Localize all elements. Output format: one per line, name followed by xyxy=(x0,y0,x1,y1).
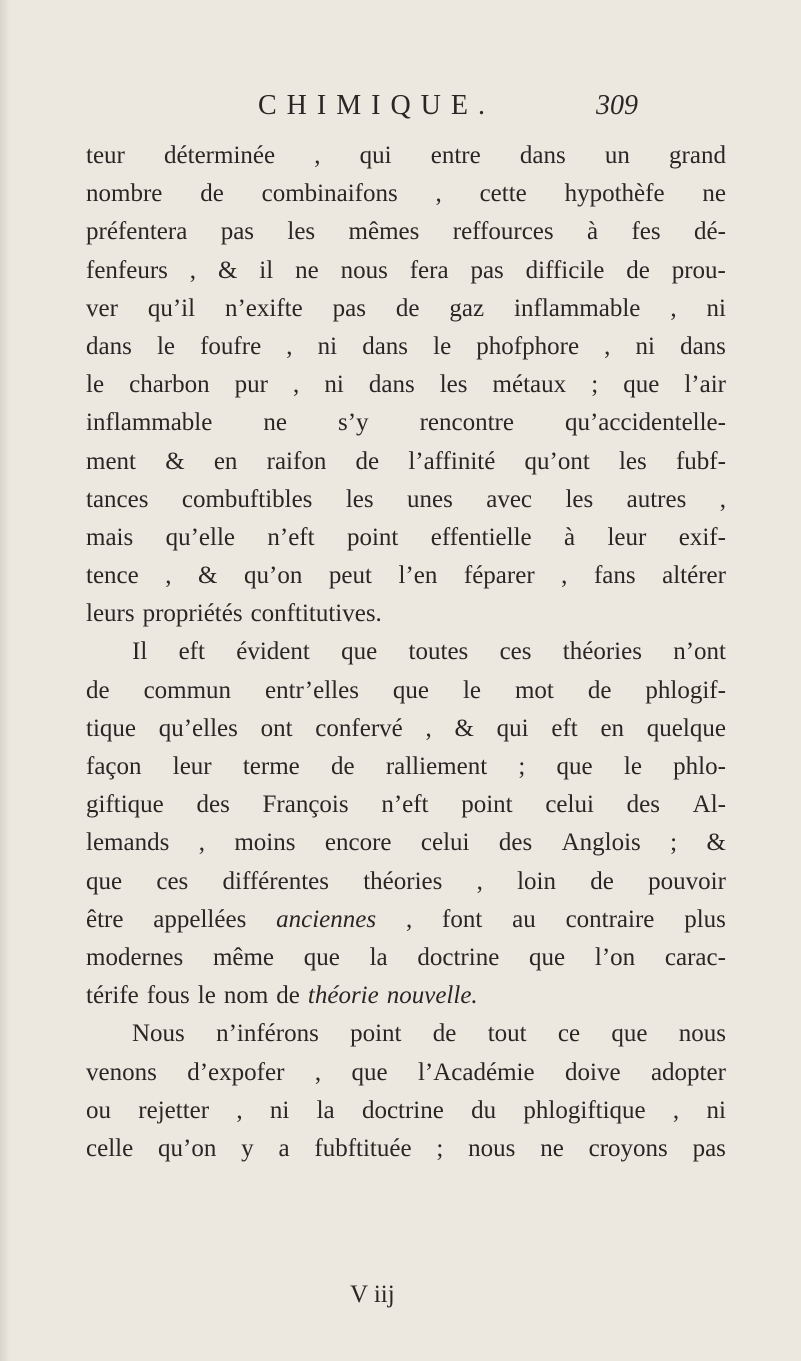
word: l’air xyxy=(684,371,726,399)
word: giftique xyxy=(86,791,164,819)
word: celui xyxy=(545,791,594,819)
word: mêmes xyxy=(348,218,420,246)
word: , xyxy=(236,1096,243,1124)
word: ; xyxy=(518,753,526,780)
word: nous xyxy=(678,1020,726,1048)
word: n’eft xyxy=(381,791,429,819)
word: leurs xyxy=(86,600,135,628)
word: encore xyxy=(324,829,392,857)
word: évident xyxy=(236,638,310,666)
text-line xyxy=(86,252,726,290)
word: que xyxy=(392,676,430,704)
word: que xyxy=(529,943,566,971)
text-line xyxy=(86,824,726,862)
word: pas xyxy=(692,1134,726,1162)
text-line xyxy=(86,557,726,595)
word: celui xyxy=(420,829,470,857)
word: lemands xyxy=(86,829,170,857)
word: contraire xyxy=(565,905,655,933)
word: qui xyxy=(359,142,392,169)
word: la xyxy=(369,943,388,971)
word: tique xyxy=(86,714,136,742)
word: , xyxy=(604,332,611,360)
word: les xyxy=(345,485,374,513)
word: leur xyxy=(607,523,647,551)
word: , xyxy=(425,714,432,742)
word: & xyxy=(217,256,238,284)
text-line xyxy=(86,863,726,901)
word: combinaifons xyxy=(261,180,398,208)
word: déterminée xyxy=(164,142,276,169)
word: phofphore xyxy=(476,332,580,360)
word: rejetter xyxy=(138,1096,210,1124)
word: charbon xyxy=(129,371,210,399)
word: mais xyxy=(86,523,134,551)
word: avec xyxy=(486,485,533,513)
word: nous xyxy=(468,1134,516,1162)
word: eft xyxy=(551,714,578,742)
word: Anglois xyxy=(561,829,641,857)
word: des xyxy=(196,791,230,819)
word: les xyxy=(618,447,647,475)
word: le xyxy=(462,676,482,704)
body-text xyxy=(86,137,726,1168)
word: les xyxy=(439,371,468,399)
word: qu’ont xyxy=(524,447,590,475)
word: pas xyxy=(220,218,255,246)
word: pur xyxy=(234,371,268,399)
word: ce xyxy=(557,1020,581,1048)
text-line xyxy=(86,366,726,404)
word: fenfeurs xyxy=(86,256,168,284)
word: ont xyxy=(260,714,293,742)
text-line xyxy=(86,1130,726,1168)
word: nombre xyxy=(86,180,163,208)
word: qu’il xyxy=(147,294,196,322)
word: de xyxy=(355,447,380,475)
word: que xyxy=(86,867,123,895)
running-head xyxy=(0,90,801,130)
word: de xyxy=(200,180,224,208)
word: ou xyxy=(86,1096,111,1124)
word: , xyxy=(189,256,197,284)
word: adopter xyxy=(650,1058,726,1086)
word: de xyxy=(276,982,300,1010)
word: tances xyxy=(86,485,149,513)
word: l’Académie xyxy=(417,1058,535,1086)
word: dans xyxy=(362,332,409,360)
text-line xyxy=(86,213,726,251)
word: fera xyxy=(409,256,449,284)
word: , xyxy=(198,829,205,857)
word: le xyxy=(197,982,216,1010)
word: ment xyxy=(86,447,136,475)
word: un xyxy=(604,142,630,169)
word: de xyxy=(86,676,110,704)
word: métaux xyxy=(492,371,567,399)
word: phlo- xyxy=(673,753,726,780)
word: doctrine xyxy=(417,943,500,971)
word: qu’elles xyxy=(158,714,238,742)
text-line xyxy=(86,404,726,442)
word: tout xyxy=(487,1020,527,1048)
word: nom xyxy=(223,982,269,1010)
text-line xyxy=(86,786,726,824)
word: rencontre xyxy=(419,409,514,437)
word: fous xyxy=(146,982,190,1010)
word: propriétés xyxy=(142,600,243,628)
word: que xyxy=(611,1020,648,1048)
word: des xyxy=(626,791,660,819)
word: point xyxy=(346,523,399,551)
word: plus xyxy=(684,905,726,933)
word: entr’elles xyxy=(265,676,359,704)
page-edge xyxy=(0,0,10,1361)
word: ni xyxy=(317,332,338,360)
word: combuftibles xyxy=(181,485,313,513)
word: de xyxy=(432,1020,457,1048)
word: ni xyxy=(635,332,655,360)
word: être xyxy=(86,905,124,933)
word: que xyxy=(556,753,593,780)
word: toutes xyxy=(408,638,469,666)
word: terme xyxy=(242,753,300,780)
word: les xyxy=(565,485,594,513)
text-line xyxy=(86,939,726,977)
word: théories xyxy=(562,638,642,666)
word: loin xyxy=(517,867,557,895)
word: d’expofer xyxy=(187,1058,285,1086)
word: , xyxy=(286,332,293,360)
word: le xyxy=(623,753,642,780)
text-line xyxy=(86,175,726,213)
word: , xyxy=(293,371,300,399)
word: même xyxy=(212,943,275,971)
word: façon xyxy=(86,753,142,780)
word: dans xyxy=(368,371,415,399)
page-number: 309 xyxy=(596,90,638,121)
word: exif- xyxy=(678,523,726,551)
word: gaz xyxy=(449,294,485,322)
word: en xyxy=(600,714,625,742)
word: teur xyxy=(86,142,125,169)
word: fes xyxy=(631,218,661,246)
word: entre xyxy=(430,142,481,169)
word: Nous xyxy=(132,1020,185,1048)
word: fubf- xyxy=(675,447,726,475)
word: autres xyxy=(626,485,687,513)
word: qu’on xyxy=(158,1134,217,1162)
word: la xyxy=(316,1096,335,1124)
word: effentielle xyxy=(430,523,532,551)
word: grand xyxy=(669,142,726,169)
text-line xyxy=(86,1092,726,1130)
text-line xyxy=(86,977,726,1015)
word: dans xyxy=(86,332,132,360)
word: anciennes xyxy=(276,905,377,933)
word: le xyxy=(156,332,175,360)
word: de xyxy=(626,256,650,284)
word: de xyxy=(590,867,614,895)
word: ni xyxy=(269,1096,290,1124)
word: ralliement xyxy=(385,753,488,780)
word: & xyxy=(454,714,474,742)
word: de xyxy=(330,753,355,780)
word: reffources xyxy=(452,218,554,246)
text-line xyxy=(86,519,726,557)
word: ; xyxy=(670,829,678,857)
text-line xyxy=(86,633,726,671)
text-line xyxy=(86,710,726,748)
word: des xyxy=(498,829,533,857)
word: eft xyxy=(178,638,205,666)
word: foufre xyxy=(200,332,262,360)
word: & xyxy=(165,447,185,475)
word: au xyxy=(512,905,536,933)
word: n’inférons xyxy=(216,1020,319,1048)
word: commun xyxy=(143,676,232,704)
word: pas xyxy=(332,294,366,322)
word: du xyxy=(471,1096,497,1124)
word: venons xyxy=(86,1058,157,1086)
word: nous xyxy=(340,256,388,284)
word: font xyxy=(442,905,483,933)
word: & xyxy=(198,562,218,590)
word: qu’on xyxy=(244,562,303,590)
word: phlogif- xyxy=(645,676,726,704)
word: Al- xyxy=(692,791,726,819)
word: ver xyxy=(86,294,118,322)
word: , xyxy=(435,180,442,208)
word: il xyxy=(259,256,274,284)
word: , xyxy=(405,905,413,933)
word: l’on xyxy=(594,943,636,971)
word: préfentera xyxy=(86,218,188,246)
word: n’ont xyxy=(673,638,726,666)
word: unes xyxy=(407,485,453,513)
word: point xyxy=(461,791,513,819)
word: dé- xyxy=(694,218,726,246)
word: en xyxy=(213,447,238,475)
word: difficile xyxy=(525,256,605,284)
word: inflammable xyxy=(86,409,213,437)
word: qui xyxy=(496,714,529,742)
word: différentes xyxy=(222,867,329,895)
word: ne xyxy=(702,180,726,208)
word: carac- xyxy=(664,943,726,971)
word: , xyxy=(719,485,726,513)
word: , xyxy=(165,562,172,590)
word: que xyxy=(351,1058,388,1086)
text-line xyxy=(86,1054,726,1092)
word: que xyxy=(623,371,660,399)
word: Il xyxy=(132,638,148,666)
word: fubftituée xyxy=(314,1134,412,1162)
word: raifon xyxy=(266,447,327,475)
word: François xyxy=(262,791,349,819)
word: ; xyxy=(591,371,599,399)
word: nouvelle. xyxy=(386,982,478,1010)
word: , xyxy=(670,294,677,322)
running-title: CHIMIQUE. xyxy=(258,90,495,121)
word: ne xyxy=(540,1134,564,1162)
word: théorie xyxy=(307,982,379,1010)
word: inflammable xyxy=(514,294,641,322)
word: phlogiftique xyxy=(523,1096,646,1124)
word: appellées xyxy=(153,905,247,933)
word: tence xyxy=(86,562,139,590)
word: , xyxy=(314,142,321,169)
word: n’eft xyxy=(267,523,315,551)
word: que xyxy=(303,943,340,971)
word: pouvoir xyxy=(648,867,726,895)
word: doctrine xyxy=(361,1096,444,1124)
text-line xyxy=(86,290,726,328)
word: peut xyxy=(328,562,372,590)
word: ni xyxy=(324,371,344,399)
signature-mark: V iij xyxy=(350,1281,395,1308)
word: ne xyxy=(263,409,287,437)
word: , xyxy=(561,562,568,590)
word: que xyxy=(341,638,378,666)
word: ; xyxy=(436,1134,444,1162)
word: doive xyxy=(565,1058,621,1086)
word: féparer xyxy=(463,562,535,590)
text-line xyxy=(86,672,726,710)
word: moins xyxy=(234,829,296,857)
word: n’exifte xyxy=(224,294,303,322)
word: conftitutives. xyxy=(250,600,382,628)
word: prou- xyxy=(671,256,726,284)
word: l’affinité xyxy=(408,447,496,475)
word: altérer xyxy=(662,562,726,590)
word: dans xyxy=(519,142,566,169)
word: de xyxy=(395,294,420,322)
word: fans xyxy=(593,562,636,590)
word: s’y xyxy=(337,409,369,437)
word: croyons xyxy=(588,1134,668,1162)
text-line xyxy=(86,901,726,939)
text-line xyxy=(86,481,726,519)
word: ni xyxy=(706,294,726,322)
word: l’en xyxy=(398,562,438,590)
word: qu’elle xyxy=(165,523,236,551)
word: ces xyxy=(156,867,189,895)
word: quelque xyxy=(646,714,726,742)
word: ni xyxy=(706,1096,726,1124)
text-line xyxy=(86,137,726,175)
word: qu’accidentelle- xyxy=(564,409,726,437)
word: , xyxy=(476,867,483,895)
word: modernes xyxy=(86,943,184,971)
word: térife xyxy=(86,982,139,1010)
word: point xyxy=(350,1020,402,1048)
word: celle xyxy=(86,1134,134,1162)
word: de xyxy=(587,676,612,704)
word: confervé xyxy=(315,714,403,742)
word: a xyxy=(278,1134,290,1162)
word: à xyxy=(564,523,576,551)
word: y xyxy=(241,1134,254,1162)
word: pas xyxy=(470,256,504,284)
word: hypothèfe xyxy=(564,180,665,208)
text-line xyxy=(86,595,726,633)
word: théories xyxy=(363,867,443,895)
word: le xyxy=(86,371,105,399)
word: ces xyxy=(499,638,532,666)
text-line xyxy=(86,443,726,481)
word: leur xyxy=(172,753,212,780)
word: à xyxy=(587,218,599,246)
word: les xyxy=(287,218,316,246)
text-line xyxy=(86,328,726,366)
word: le xyxy=(433,332,452,360)
word: , xyxy=(314,1058,322,1086)
word: mot xyxy=(514,676,554,704)
word: ne xyxy=(295,256,319,284)
text-line xyxy=(86,1015,726,1053)
word: , xyxy=(672,1096,680,1124)
word: cette xyxy=(479,180,527,208)
word: & xyxy=(706,829,726,857)
word: dans xyxy=(680,332,726,360)
text-line xyxy=(86,748,726,786)
